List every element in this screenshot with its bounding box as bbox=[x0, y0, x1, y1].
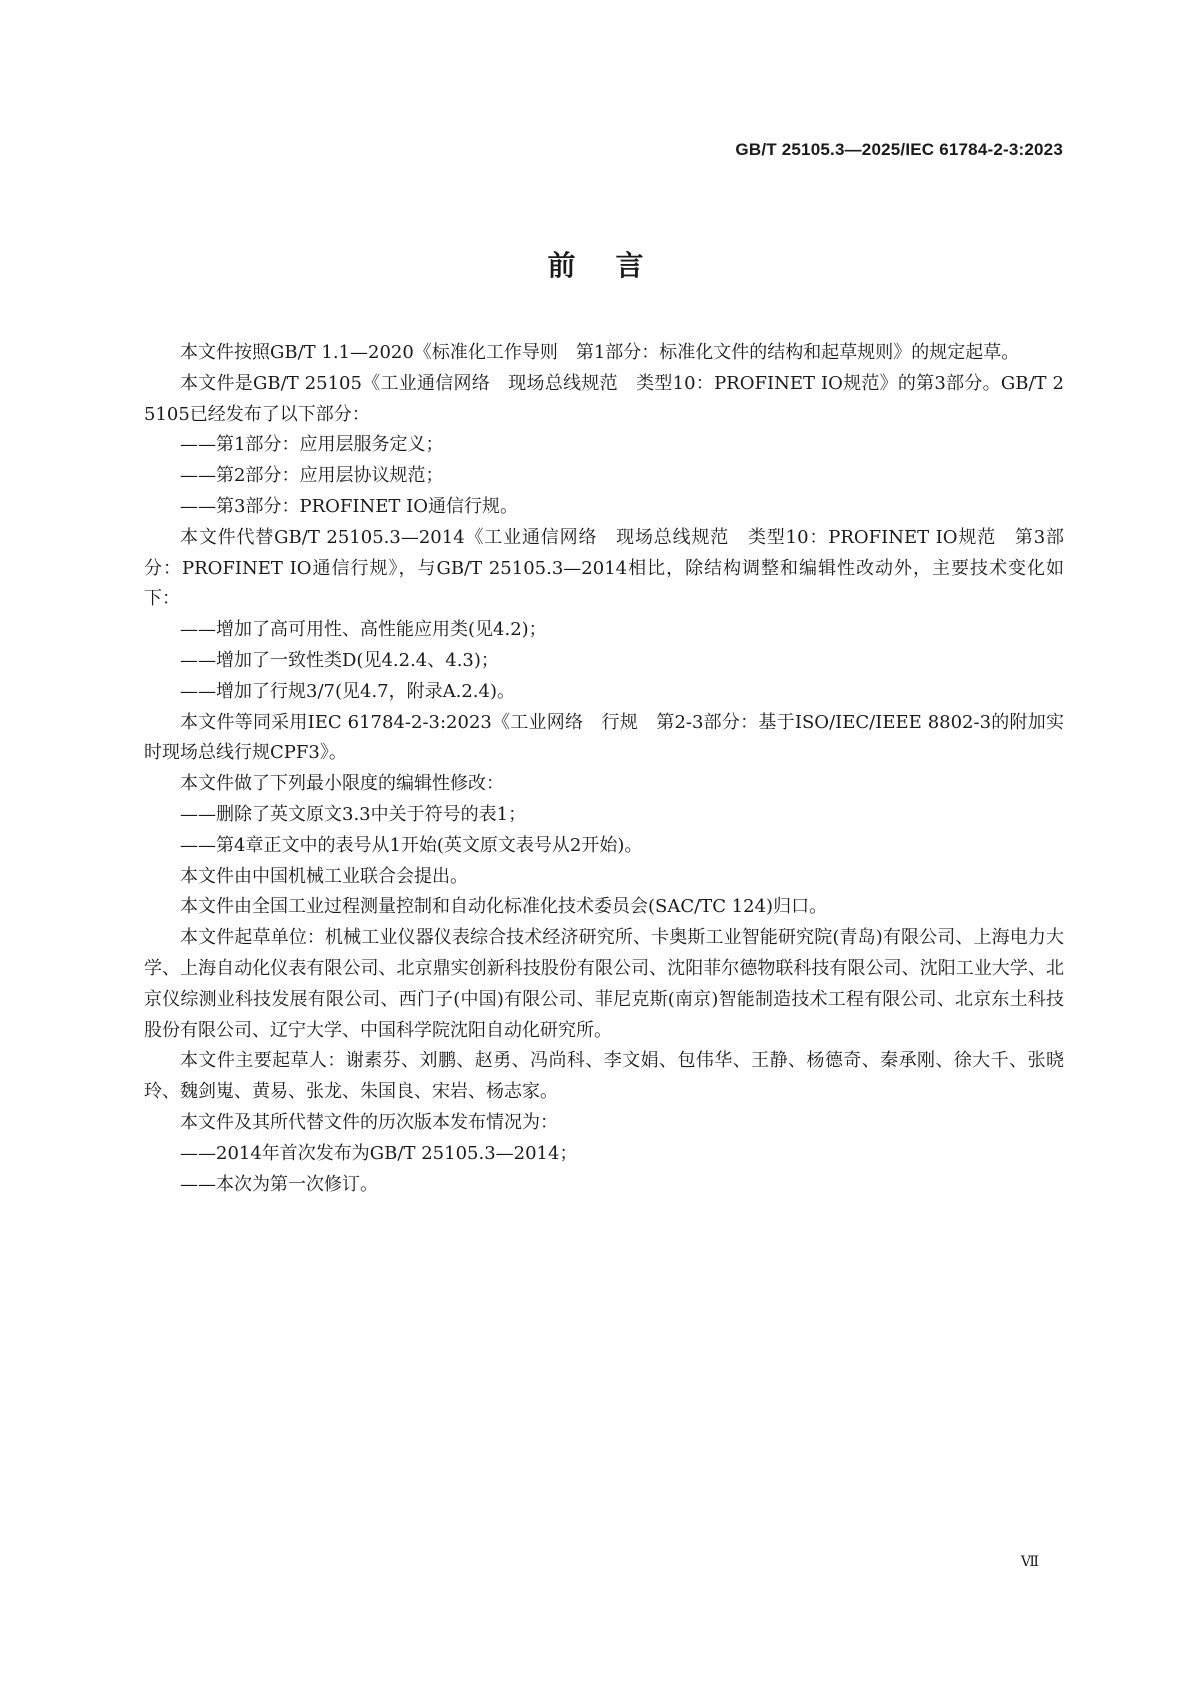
paragraph-drafting-rules: 本文件按照GB/T 1.1—2020《标准化工作导则 第1部分：标准化文件的结构和起草规则》的规定起草。 bbox=[180, 342, 1020, 363]
paragraph-editorial-changes: 本文件做了下列最小限度的编辑性修改： bbox=[180, 773, 504, 795]
paragraph-drafting-units: 本文件起草单位：机械工业仪器仪表综合技术经济研究所、卡奥斯工业智能研究院(青岛)有限公司、上海电力大学、上海自动化仪表有限公司、北京鼎实创新科技股份有限公司、沈阳菲尔德物联科技有限公司、沈阳工业大学、北京仪综测业科技发展有限公司、西门子(中国)有限公司、菲尼克斯(南京)智能制造技术工程有限公司、北京东土科技股份有限公司、辽宁大学、中国科学院沈阳自动化研究所。 bbox=[144, 927, 1064, 1041]
paragraph-replacement: 本文件代替GB/T 25105.3—2014《工业通信网络 现场总线规范 类型10：PROFINET IO规范 第3部分：PROFINET IO通信行规》，与GB/T 25105.3—2014相比，除结构调整和编辑性改动外，主要技术变化如下： bbox=[144, 526, 1064, 610]
list-item: ——第1部分：应用层服务定义； bbox=[180, 434, 444, 456]
paragraph-drafters: 本文件主要起草人：谢素芬、刘鹏、赵勇、冯尚科、李文娟、包伟华、王静、杨德奇、秦承刚、徐大千、张晓玲、魏剑嵬、黄易、张龙、朱国良、宋岩、杨志家。 bbox=[144, 1050, 1064, 1103]
list-item: ——2014年首次发布为GB/T 25105.3—2014； bbox=[180, 1142, 578, 1164]
paragraph-series-parts: 本文件是GB/T 25105《工业通信网络 现场总线规范 类型10：PROFINET IO规范》的第3部分。GB/T 25105已经发布了以下部分： bbox=[144, 372, 1064, 425]
standard-number-header: GB/T 25105.3—2025/IEC 61784-2-3:2023 bbox=[735, 140, 1063, 159]
paragraph-equivalence: 本文件等同采用IEC 61784-2-3:2023《工业网络 行规 第2-3部分：基于ISO/IEC/IEEE 8802-3的附加实时现场总线行规CPF3》。 bbox=[144, 711, 1064, 764]
list-item: ——删除了英文原文3.3中关于符号的表1； bbox=[180, 803, 527, 825]
page-title: 前言 bbox=[547, 249, 684, 282]
list-item: ——第4章正文中的表号从1开始(英文原文表号从2开始)。 bbox=[180, 834, 643, 856]
paragraph-committee: 本文件由全国工业过程测量控制和自动化标准化技术委员会(SAC/TC 124)归口。 bbox=[180, 896, 828, 918]
paragraph-proposer: 本文件由中国机械工业联合会提出。 bbox=[180, 865, 468, 887]
list-item: ——增加了行规3/7(见4.7，附录A.2.4)。 bbox=[180, 680, 515, 702]
list-item: ——本次为第一次修订。 bbox=[180, 1173, 378, 1195]
paragraph-version-history: 本文件及其所代替文件的历次版本发布情况为： bbox=[180, 1111, 558, 1133]
list-item: ——第2部分：应用层协议规范； bbox=[180, 465, 444, 487]
list-item: ——第3部分：PROFINET IO通信行规。 bbox=[180, 495, 518, 517]
page-number: Ⅶ bbox=[1020, 1554, 1039, 1570]
list-item: ——增加了一致性类D(见4.2.4、4.3)； bbox=[180, 649, 499, 671]
foreword-body bbox=[144, 338, 1064, 1200]
list-item: ——增加了高可用性、高性能应用类(见4.2)； bbox=[180, 619, 547, 641]
